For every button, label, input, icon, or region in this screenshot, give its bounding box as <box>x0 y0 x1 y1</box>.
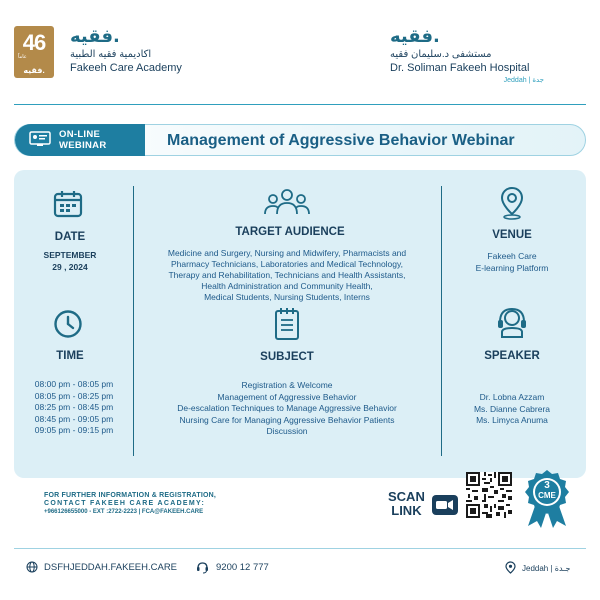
title-bar <box>14 124 586 156</box>
anniversary-badge <box>14 26 54 78</box>
speaker-name: Dr. Lobna Azzam <box>479 392 545 402</box>
academy-logo: فقيه. <box>70 26 120 47</box>
audience-label: TARGET AUDIENCE <box>235 226 345 238</box>
video-camera-icon <box>432 495 458 515</box>
academy-name-en: Fakeeh Care Academy <box>70 62 182 74</box>
venue-line1: Fakeeh Care <box>487 251 537 261</box>
date-label: DATE <box>54 231 86 243</box>
phone-support-icon <box>196 561 209 574</box>
hospital-name-ar: مستشفى د.سليمان فقيه <box>390 49 492 60</box>
speaker-label: SPEAKER <box>484 350 540 362</box>
audience-line: Pharmacy Technicians, Laboratories and Medical Technology, <box>171 259 403 269</box>
header-divider <box>14 104 586 105</box>
speaker-name: Ms. Limyca Anuma <box>476 415 548 425</box>
footer-phone[interactable]: 9200 12 777 <box>216 562 269 573</box>
scan-link-label <box>388 490 425 518</box>
speaker-list <box>450 392 574 427</box>
footer-city: Jeddah | جـدة <box>522 564 571 573</box>
globe-icon <box>26 561 38 573</box>
link-text: LINK <box>391 503 422 518</box>
subject-item: Discussion <box>266 426 308 436</box>
location-icon <box>505 561 516 574</box>
webinar-title: Management of Aggressive Behavior Webinar <box>167 132 515 149</box>
date-month: SEPTEMBER <box>43 250 97 260</box>
webinar-tag <box>15 124 145 156</box>
subject-item: Nursing Care for Managing Aggressive Behavior Patients <box>179 414 395 425</box>
venue-line2: E-learning Platform <box>475 263 549 273</box>
hospital-name-en: Dr. Soliman Fakeeh Hospital <box>390 62 530 74</box>
subject-item: De-escalation Techniques to Manage Aggressive Behavior <box>177 403 397 413</box>
subject-item: Management of Aggressive Behavior <box>217 391 357 402</box>
cme-label: CME <box>538 491 556 500</box>
audience-line: Therapy and Rehabilitation, Technicians and Health Assistants, <box>168 270 406 280</box>
clock-icon <box>53 309 83 339</box>
date-day: 29 , 2024 <box>52 262 88 272</box>
footer-divider <box>14 548 586 549</box>
time-label: TIME <box>56 350 84 362</box>
badge-brand: فقيه. <box>23 66 45 75</box>
time-list <box>20 379 128 437</box>
presentation-icon <box>29 131 51 147</box>
speaker-name: Ms. Dianne Cabrera <box>473 403 551 414</box>
location-pin-icon <box>500 186 524 220</box>
audience-list <box>136 248 438 303</box>
footer-website[interactable]: DSFHJEDDAH.FAKEEH.CARE <box>44 562 178 573</box>
hospital-city: Jeddah | جدة <box>503 77 544 84</box>
audience-line: Health Administration and Community Health, <box>201 281 373 291</box>
audience-line: Medical Students, Nursing Students, Interns <box>204 292 370 302</box>
webinar-tag-line1: ON-LINE <box>59 129 101 140</box>
time-slot: 08:00 pm - 08:05 pm <box>34 379 114 389</box>
time-slot: 09:05 pm - 09:15 pm <box>34 425 114 435</box>
notepad-icon <box>273 307 301 341</box>
contact-block <box>44 492 304 515</box>
qr-code[interactable] <box>466 472 512 518</box>
subject-list <box>136 380 438 438</box>
badge-years: عاماً <box>18 54 27 60</box>
scan-text: SCAN <box>388 489 425 504</box>
audience-line: Medicine and Surgery, Nursing and Midwifery, Pharmacists and <box>167 248 407 258</box>
cme-badge <box>520 468 574 528</box>
webinar-tag-line2: WEBINAR <box>59 140 107 151</box>
group-icon <box>263 188 311 216</box>
subject-label: SUBJECT <box>260 351 314 363</box>
subject-item: Registration & Welcome <box>241 380 333 390</box>
column-divider-right <box>441 186 442 456</box>
hospital-logo: فقيه. <box>390 26 440 47</box>
time-slot: 08:45 pm - 09:05 pm <box>34 413 114 424</box>
headset-icon <box>496 306 528 340</box>
column-divider-left <box>133 186 134 456</box>
time-slot: 08:05 pm - 08:25 pm <box>34 390 114 401</box>
academy-logo-block <box>70 26 240 74</box>
time-slot: 08:25 pm - 08:45 pm <box>34 402 114 412</box>
hospital-logo-block <box>390 26 580 84</box>
venue-label: VENUE <box>492 229 532 241</box>
contact-line2: CONTACT FAKEEH CARE ACADEMY: <box>44 500 206 507</box>
calendar-icon <box>53 190 83 218</box>
badge-number: 46 <box>22 30 46 55</box>
cme-number: 3 <box>544 480 550 491</box>
contact-phone-email[interactable]: +966126655000 - EXT :2722-2223 | FCA@FAKEEH.CARE <box>44 509 204 515</box>
academy-name-ar: اكاديمية فقيه الطبية <box>70 49 152 60</box>
contact-line1: FOR FURTHER INFORMATION & REGISTRATION, <box>44 492 217 499</box>
